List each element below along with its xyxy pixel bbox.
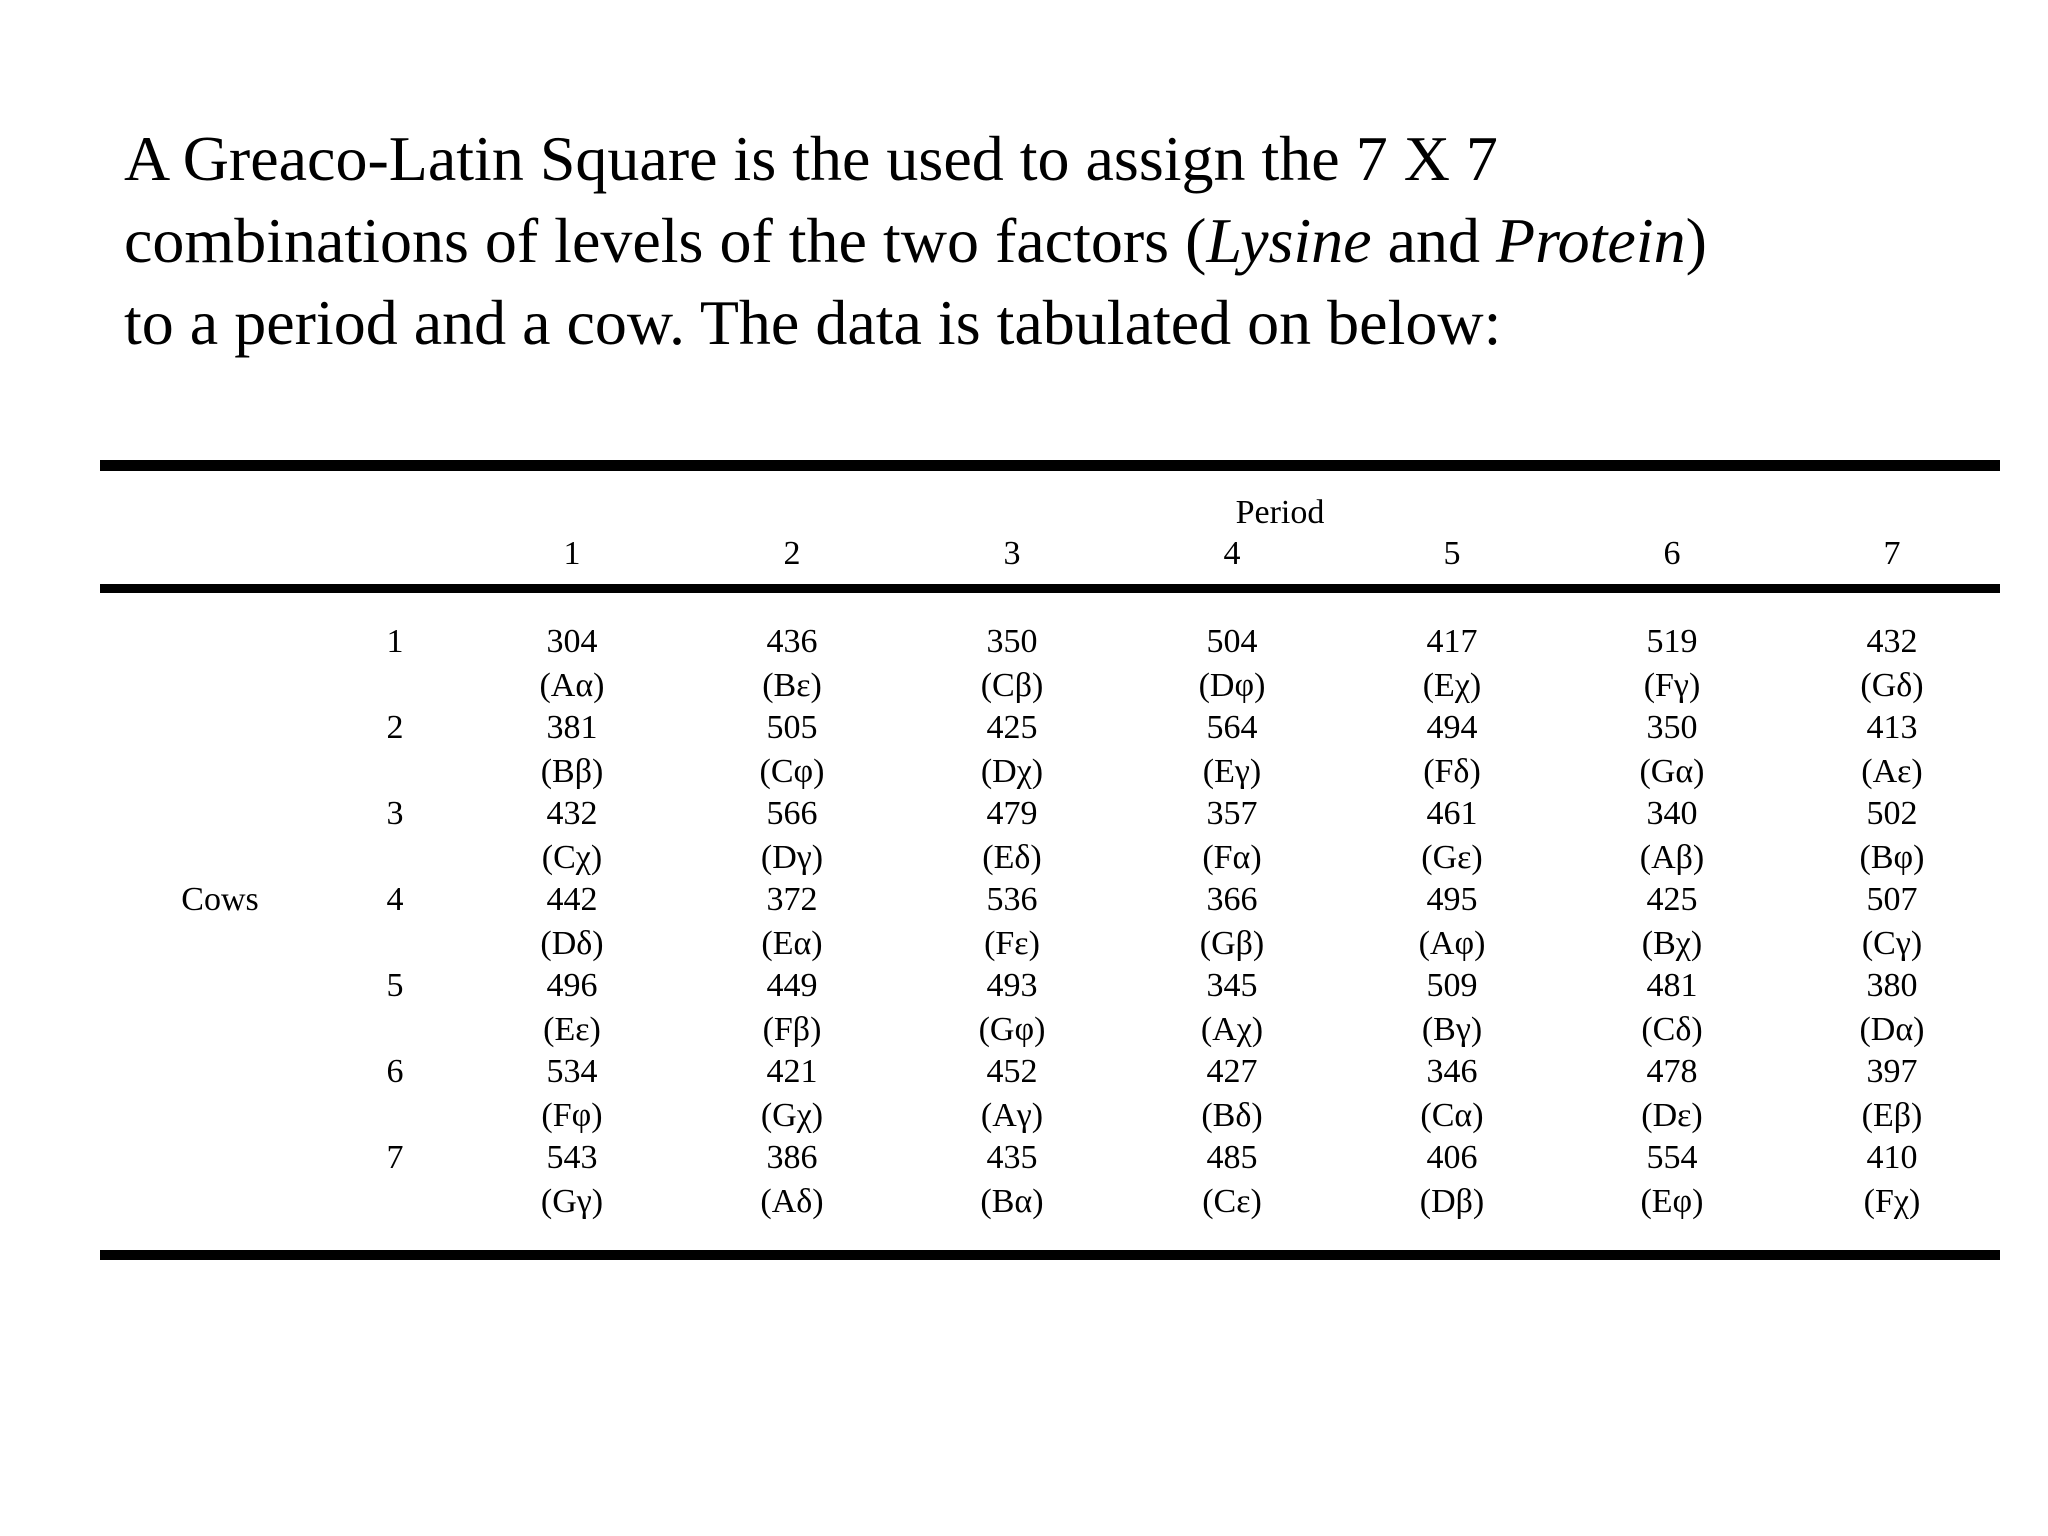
yield-value: 372	[766, 881, 818, 918]
treatment-code: (Eχ)	[1422, 667, 1482, 704]
yield-value: 534	[546, 1053, 598, 1090]
cow-number: 6	[386, 1053, 404, 1090]
treatment-code: (Gγ)	[540, 1183, 604, 1220]
treatment-code: (Cα)	[1420, 1097, 1484, 1134]
yield-value: 536	[986, 881, 1038, 918]
yield-value: 381	[546, 709, 598, 746]
yield-value: 442	[546, 881, 598, 918]
yield-value: 564	[1206, 709, 1258, 746]
treatment-code: (Gφ)	[978, 1011, 1046, 1048]
yield-value: 502	[1866, 795, 1918, 832]
treatment-code: (Dγ)	[760, 839, 824, 876]
yield-value: 504	[1206, 623, 1258, 660]
yield-value: 432	[546, 795, 598, 832]
yield-value: 566	[766, 795, 818, 832]
yield-value: 350	[1646, 709, 1698, 746]
slide-text	[124, 118, 1924, 364]
yield-value: 425	[1646, 881, 1698, 918]
treatment-code: (Fβ)	[762, 1011, 822, 1048]
treatment-code: (Gδ)	[1860, 667, 1924, 704]
treatment-code: (Aγ)	[980, 1097, 1044, 1134]
yield-value: 479	[986, 795, 1038, 832]
treatment-code: (Fα)	[1202, 839, 1262, 876]
text-line-1: A Greaco-Latin Square is the used to assign the 7 X 7	[124, 123, 1498, 194]
table-top-rule	[100, 460, 2000, 471]
yield-value: 425	[986, 709, 1038, 746]
treatment-code: (Cγ)	[1861, 925, 1923, 962]
treatment-code: (Bε)	[762, 667, 822, 704]
treatment-code: (Aβ)	[1639, 839, 1705, 876]
treatment-code: (Gε)	[1421, 839, 1483, 876]
treatment-code: (Fγ)	[1643, 667, 1701, 704]
treatment-code: (Bχ)	[1641, 925, 1703, 962]
treatment-code: (Dδ)	[540, 925, 604, 962]
factor-protein: Protein	[1495, 205, 1686, 276]
period-number: 3	[1003, 535, 1021, 572]
treatment-code: (Eδ)	[982, 839, 1042, 876]
yield-value: 449	[766, 967, 818, 1004]
table-header-rule	[100, 584, 2000, 593]
yield-value: 357	[1206, 795, 1258, 832]
treatment-code: (Gα)	[1639, 753, 1705, 790]
yield-value: 496	[546, 967, 598, 1004]
period-number: 1	[563, 535, 581, 572]
treatment-code: (Eε)	[543, 1011, 601, 1048]
yield-value: 380	[1866, 967, 1918, 1004]
yield-value: 494	[1426, 709, 1478, 746]
treatment-code: (Cε)	[1202, 1183, 1262, 1220]
treatment-code: (Bγ)	[1421, 1011, 1483, 1048]
yield-value: 519	[1646, 623, 1698, 660]
yield-value: 554	[1646, 1139, 1698, 1176]
yield-value: 485	[1206, 1139, 1258, 1176]
treatment-code: (Fε)	[984, 925, 1040, 962]
treatment-code: (Dε)	[1641, 1097, 1703, 1134]
treatment-code: (Bβ)	[540, 753, 604, 790]
treatment-code: (Aδ)	[760, 1183, 824, 1220]
yield-value: 340	[1646, 795, 1698, 832]
treatment-code: (Eα)	[761, 925, 823, 962]
yield-value: 366	[1206, 881, 1258, 918]
cow-number: 5	[386, 967, 404, 1004]
treatment-code: (Cφ)	[759, 753, 825, 790]
treatment-code: (Aχ)	[1200, 1011, 1264, 1048]
yield-value: 421	[766, 1053, 818, 1090]
cow-number: 1	[386, 623, 404, 660]
text-line-2-end: )	[1685, 205, 1707, 276]
yield-value: 481	[1646, 967, 1698, 1004]
yield-value: 505	[766, 709, 818, 746]
treatment-code: (Fφ)	[541, 1097, 603, 1134]
period-number: 6	[1663, 535, 1681, 572]
treatment-code: (Cβ)	[980, 667, 1044, 704]
treatment-code: (Dφ)	[1198, 667, 1266, 704]
yield-value: 413	[1866, 709, 1918, 746]
treatment-code: (Gβ)	[1199, 925, 1265, 962]
treatment-code: (Aε)	[1861, 753, 1923, 790]
factor-lysine: Lysine	[1206, 205, 1372, 276]
yield-value: 452	[986, 1053, 1038, 1090]
period-number: 2	[783, 535, 801, 572]
treatment-code: (Bδ)	[1201, 1097, 1263, 1134]
treatment-code: (Fδ)	[1423, 753, 1481, 790]
yield-value: 461	[1426, 795, 1478, 832]
yield-value: 417	[1426, 623, 1478, 660]
yield-value: 350	[986, 623, 1038, 660]
text-line-2	[124, 200, 1924, 282]
yield-value: 432	[1866, 623, 1918, 660]
cows-label: Cows	[181, 881, 259, 918]
yield-value: 495	[1426, 881, 1478, 918]
period-numbers-row	[0, 534, 2048, 574]
treatment-code: (Eγ)	[1202, 753, 1262, 790]
treatment-code: (Gχ)	[760, 1097, 824, 1134]
treatment-code: (Cχ)	[541, 839, 603, 876]
treatment-code: (Aα)	[539, 667, 605, 704]
treatment-code: (Bα)	[980, 1183, 1044, 1220]
treatment-code: (Eβ)	[1861, 1097, 1923, 1134]
treatment-code: (Aφ)	[1418, 925, 1486, 962]
treatment-code: (Dχ)	[980, 753, 1044, 790]
cow-number: 7	[386, 1139, 404, 1176]
yield-value: 345	[1206, 967, 1258, 1004]
treatment-code: (Dβ)	[1419, 1183, 1485, 1220]
text-line-2-start: combinations of levels of the two factors (	[124, 205, 1207, 276]
yield-value: 410	[1866, 1139, 1918, 1176]
text-line-2-and: and	[1371, 205, 1496, 276]
yield-value: 304	[546, 623, 598, 660]
period-number: 5	[1443, 535, 1461, 572]
yield-value: 543	[546, 1139, 598, 1176]
period-number: 4	[1223, 535, 1241, 572]
yield-value: 507	[1866, 881, 1918, 918]
yield-value: 509	[1426, 967, 1478, 1004]
yield-value: 386	[766, 1139, 818, 1176]
cow-number: 4	[386, 881, 404, 918]
cow-number: 3	[386, 795, 404, 832]
yield-value: 435	[986, 1139, 1038, 1176]
yield-value: 427	[1206, 1053, 1258, 1090]
yield-value: 346	[1426, 1053, 1478, 1090]
yield-value: 478	[1646, 1053, 1698, 1090]
treatment-code: (Bφ)	[1859, 839, 1925, 876]
treatment-code: (Dα)	[1859, 1011, 1925, 1048]
yield-value: 436	[766, 623, 818, 660]
treatment-code: (Eφ)	[1640, 1183, 1704, 1220]
treatment-code: (Fχ)	[1863, 1183, 1921, 1220]
yield-value: 406	[1426, 1139, 1478, 1176]
period-header: Period	[1235, 494, 1325, 531]
text-line-3: to a period and a cow. The data is tabulated on below:	[124, 287, 1502, 358]
period-number: 7	[1883, 535, 1901, 572]
cow-number: 2	[386, 709, 404, 746]
yield-value: 397	[1866, 1053, 1918, 1090]
yield-value: 493	[986, 967, 1038, 1004]
table-bottom-rule	[100, 1250, 2000, 1260]
treatment-code: (Cδ)	[1641, 1011, 1703, 1048]
